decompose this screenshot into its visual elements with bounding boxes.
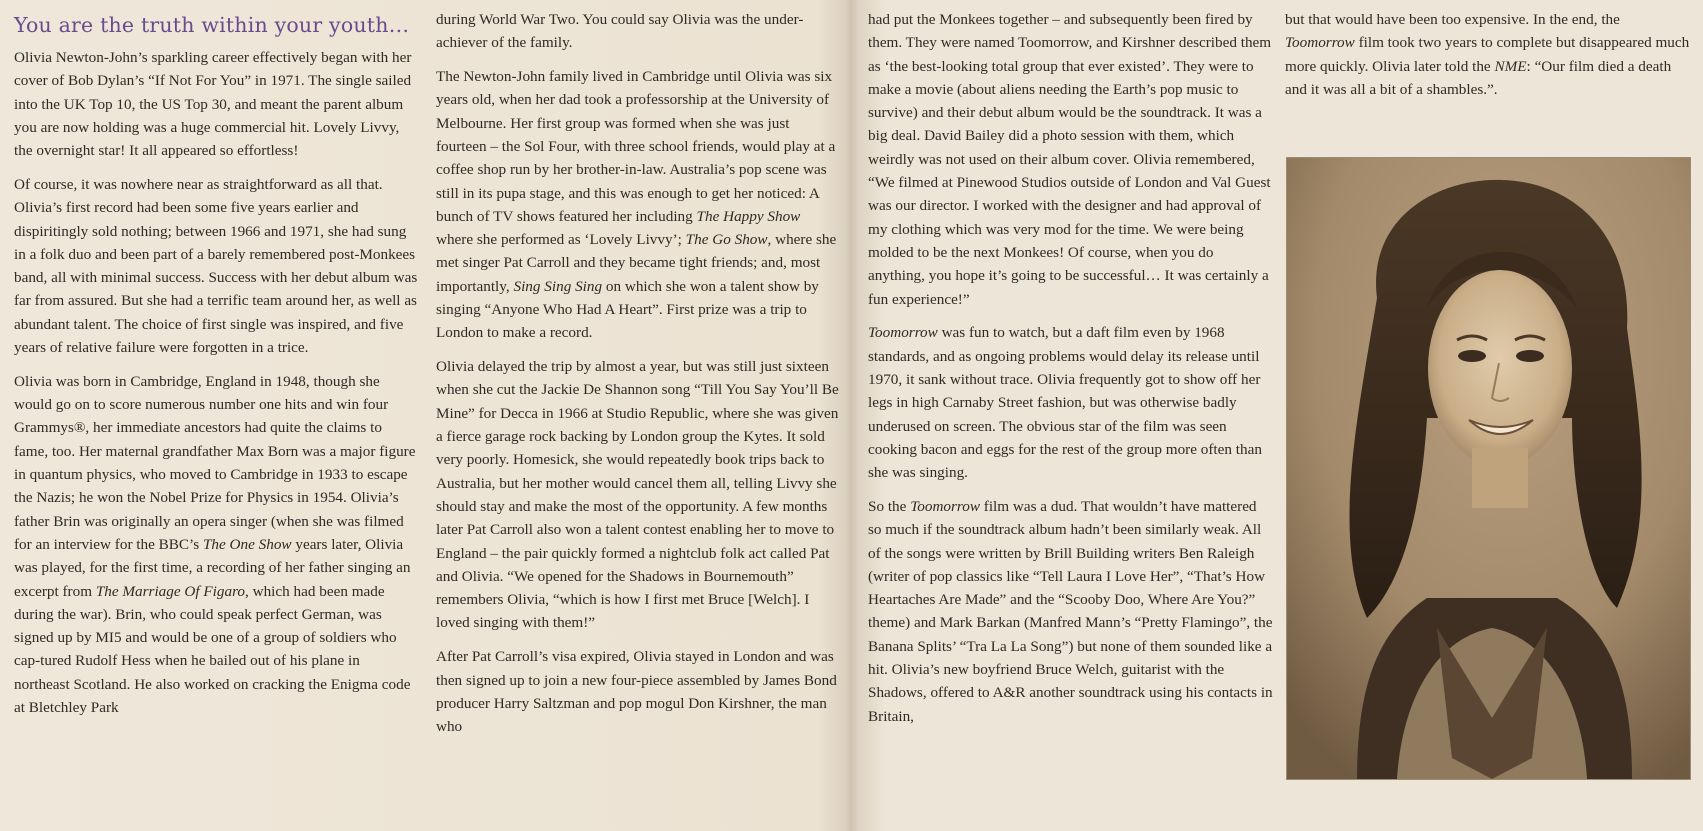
text-run: , where she met singer Pat Carroll and they became tight friends; and, most importantly,	[436, 231, 837, 295]
column-1	[14, 8, 419, 730]
text-run: : “Our film died a death and it was all a bit of a shambles.”.	[1285, 57, 1672, 98]
paragraph	[14, 46, 419, 162]
text-run: during World War Two. You could say Olivia was the under-achiever of the family.	[436, 11, 804, 52]
text-run: Olivia was born in Cambridge, England in 1948, though she would go on to score numerous number one hits and win four Grammys®, her immediate ancestors had quite the claims to fame, too. Her maternal grandfather Max Born was a major figure in quantum physics, who moved to Cambridge in 1933 to escape the Nazis; he won the Nobel Prize for Physics in 1954. Olivia’s father Brin was originally an opera singer (when she was filmed for an interview for the BBC’s	[14, 372, 416, 553]
text-run: Olivia Newton-John’s sparkling career effectively began with her cover of Bob Dylan’s “If Not For You” in 1971. The single sailed into the UK Top 10, the US Top 30, and meant the parent album you are now holding was a huge commercial hit. Lovely Livvy, the overnight star! It all appeared so effortless!	[14, 49, 412, 160]
paragraph	[1285, 8, 1690, 101]
column-4	[1285, 8, 1690, 112]
italic-title: NME	[1494, 57, 1527, 75]
text-run: The Newton-John family lived in Cambridge until Olivia was six years old, when her dad took a professorship at the University of Melbourne. Her first group was formed when she was just fourteen – the Sol Four, with three school friends, would play at a coffee shop run by her brother-in-law. Australia’s pop scene was still in its pupa stage, and this was enough to get her noticed: A bunch of TV shows featured her including	[436, 68, 836, 225]
paragraph	[436, 65, 841, 345]
italic-title: Sing Sing Sing	[513, 277, 603, 295]
portrait-image	[1287, 158, 1690, 779]
text-run: So the	[868, 497, 911, 515]
italic-title: The Go Show	[685, 231, 768, 249]
italic-title: The One Show	[202, 535, 292, 553]
paragraph	[868, 8, 1273, 311]
paragraph	[868, 495, 1273, 728]
text-run: Olivia delayed the trip by almost a year, but was still just sixteen when she cut the Jackie De Shannon song “Till You Say You’ll Be Mine” for Decca in 1966 at Studio Republic, where she was given a fierce garage rock backing by London group the Kytes. It sold very poorly. Homesick, she would repeatedly book trips back to Australia, but her mother would cancel them all, telling Livvy she should stay and make the most of the opportunity. A few months later Pat Carroll also won a talent contest enabling her to move to England – the pair quickly formed a nightclub folk act called Pat and Olivia. “We opened for the Shadows in Bournemouth” remembers Olivia, “which is how I first met Bruce [Welch]. I loved singing with them!”	[436, 358, 839, 632]
italic-title: Toomorrow	[868, 324, 938, 342]
text-run: film took two years to complete but disappeared much more quickly. Olivia later told the	[1285, 34, 1690, 75]
italic-title: The Happy Show	[696, 207, 801, 225]
italic-title: Toomorrow	[910, 497, 980, 515]
column-3	[868, 8, 1273, 738]
paragraph	[14, 173, 419, 359]
page-heading: You are the truth within your youth…	[14, 13, 410, 37]
text-run: After Pat Carroll’s visa expired, Olivia stayed in London and was then signed up to join a new four-piece assembled by James Bond producer Harry Saltzman and pop mogul Don Kirshner, the man who	[436, 648, 837, 736]
text-run: , which had been made during the war). Brin, who could speak perfect German, was signed up by MI5 and would be one of a group of soldiers who cap-tured Rudolf Hess when he bailed out of his plane in northeast Scotland. He also worked on cracking the Enigma code at Bletchley Park	[14, 582, 411, 717]
text-run: Of course, it was nowhere near as straightforward as all that. Olivia’s first record had been some five years earlier and dispiritingly sold nothing; between 1966 and 1971, she had sung in a folk duo and been part of a barely remembered post-Monkees band, all with minimal success. Success with her debut album was far from assured. But she had a terrific team around her, as well as abundant talent. The choice of first single was inspired, and five years of relative failure were forgotten in a trice.	[14, 175, 418, 357]
italic-title: The Marriage Of Figaro	[95, 582, 246, 600]
paragraph	[14, 370, 419, 719]
text-run: but that would have been too expensive. In the end, the	[1285, 11, 1620, 28]
text-run: years later, Olivia was played, for the first time, a recording of her father singing an excerpt from	[14, 535, 411, 600]
paragraph	[436, 8, 841, 55]
paragraph	[436, 645, 841, 738]
paragraph	[868, 321, 1273, 484]
text-run: had put the Monkees together – and subsequently been fired by them. They were named Toomorrow, and Kirshner described them as ‘the best-looking total group that ever existed’. They were to make a movie (about aliens needing the Earth’s pop music to survive) and their debut album would be the soundtrack. It was a big deal. David Bailey did a photo session with them, which weirdly was not used on their album cover. Olivia remembered, “We filmed at Pinewood Studios outside of London and Val Guest was our director. I worked with the designer and had approval of my clothing which was very mod for the time. We were being molded to be the next Monkees! Of course, when you do anything, you hope it’s going to be successful… It was certainly a fun experience!”	[868, 11, 1272, 308]
paragraph	[436, 355, 841, 635]
text-run: on which she won a talent show by singing “Anyone Who Had A Heart”. First prize was a trip to London to make a record.	[436, 277, 819, 342]
italic-title: Toomorrow	[1285, 34, 1355, 52]
text-run: where she performed as ‘Lovely Livvy’;	[436, 231, 686, 249]
column-2	[436, 8, 841, 749]
portrait-photo	[1286, 157, 1691, 780]
text-run: was fun to watch, but a daft film even by 1968 standards, and as ongoing problems would delay its release until 1970, it sank without trace. Olivia frequently got to show off her legs in high Carnaby Street fashion, but was otherwise badly underused on screen. The obvious star of the film was seen cooking bacon and eggs for the rest of the group more often than she was singing.	[868, 324, 1262, 482]
text-run: film was a dud. That wouldn’t have mattered so much if the soundtrack album hadn’t been similarly weak. All of the songs were written by Brill Building writers Ben Raleigh (writer of pop classics like “Tell Laura I Love Her”, “That’s How Heartaches Are Made” and the “Scooby Doo, Where Are You?” theme) and Mark Barkan (Manfred Mann’s “Pretty Flamingo”, the Banana Splits’ “Tra La La Song”) but none of them sounded like a hit. Olivia’s new boyfriend Bruce Welch, guitarist with the Shadows, offered to A&R another soundtrack using his contacts in Britain,	[868, 497, 1273, 725]
